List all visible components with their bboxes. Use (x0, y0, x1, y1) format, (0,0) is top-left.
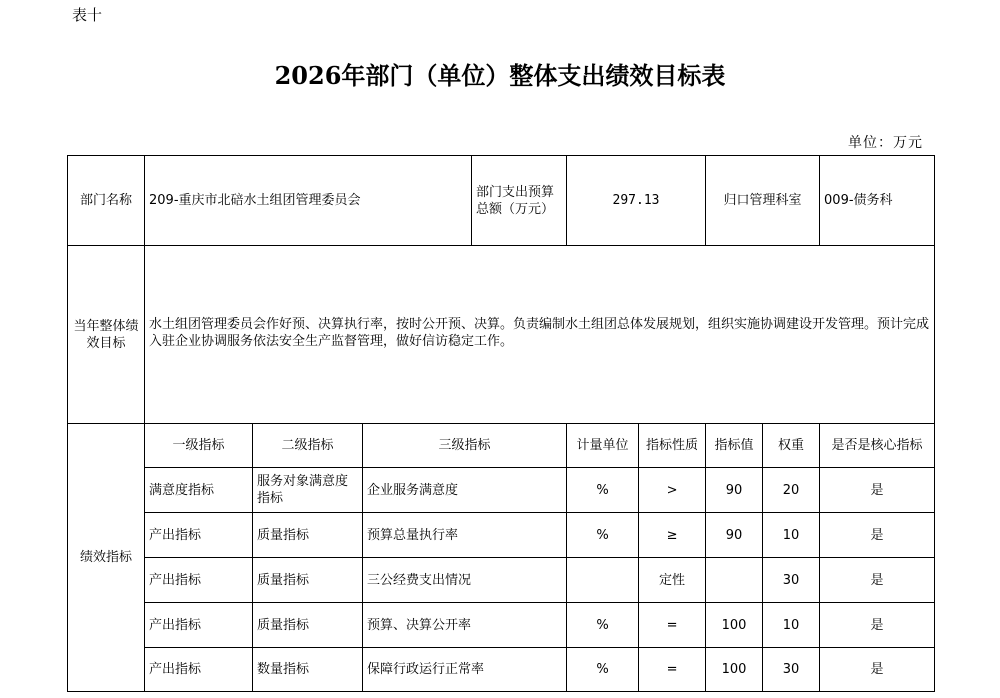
row-core: 是 (820, 648, 935, 692)
table-row (68, 513, 935, 558)
goal-label: 当年整体绩效目标 (68, 246, 145, 424)
row-level3: 三公经费支出情况 (363, 558, 567, 603)
dept-row (68, 156, 935, 246)
row-unit: % (567, 648, 639, 692)
table-row (68, 648, 935, 692)
header-level3: 三级指标 (363, 424, 567, 468)
office-label: 归口管理科室 (706, 156, 820, 246)
row-level1: 满意度指标 (145, 468, 253, 513)
table-row (68, 603, 935, 648)
header-nature: 指标性质 (639, 424, 706, 468)
row-nature: ≥ (639, 513, 706, 558)
row-weight: 20 (763, 468, 820, 513)
header-value: 指标值 (706, 424, 763, 468)
row-weight: 10 (763, 513, 820, 558)
row-core: 是 (820, 558, 935, 603)
row-nature: = (639, 648, 706, 692)
row-level1: 产出指标 (145, 648, 253, 692)
row-value: 90 (706, 468, 763, 513)
row-level2: 数量指标 (253, 648, 363, 692)
row-unit: % (567, 513, 639, 558)
row-weight: 10 (763, 603, 820, 648)
row-value: 100 (706, 603, 763, 648)
header-level2: 二级指标 (253, 424, 363, 468)
header-core: 是否是核心指标 (820, 424, 935, 468)
row-level1: 产出指标 (145, 558, 253, 603)
row-level2: 质量指标 (253, 558, 363, 603)
unit-label: 单位：万元 (848, 135, 923, 151)
budget-label: 部门支出预算总额（万元） (472, 156, 567, 246)
table-row (68, 468, 935, 513)
performance-table (67, 155, 935, 692)
goal-text: 水土组团管理委员会作好预、决算执行率，按时公开预、决算。负责编制水土组团总体发展规划，组织实施协调建设开发管理。预计完成入驻企业协调服务依法安全生产监督管理，做好信访稳定工作。 (145, 246, 935, 424)
table-tag: 表十 (72, 6, 103, 24)
row-nature: = (639, 603, 706, 648)
header-level1: 一级指标 (145, 424, 253, 468)
row-level1: 产出指标 (145, 603, 253, 648)
row-weight: 30 (763, 648, 820, 692)
dept-name-label: 部门名称 (68, 156, 145, 246)
row-nature: 定性 (639, 558, 706, 603)
header-weight: 权重 (763, 424, 820, 468)
row-level3: 企业服务满意度 (363, 468, 567, 513)
row-core: 是 (820, 603, 935, 648)
row-level1: 产出指标 (145, 513, 253, 558)
row-value (706, 558, 763, 603)
row-unit (567, 558, 639, 603)
indicator-header-row (68, 424, 935, 468)
header-unit: 计量单位 (567, 424, 639, 468)
row-unit: % (567, 468, 639, 513)
row-core: 是 (820, 513, 935, 558)
office-value: 009-债务科 (820, 156, 935, 246)
row-value: 90 (706, 513, 763, 558)
page-title: 2026年部门（单位）整体支出绩效目标表 (274, 61, 726, 90)
dept-name-value: 209-重庆市北碚水土组团管理委员会 (145, 156, 472, 246)
budget-value: 297.13 (567, 156, 706, 246)
table-row (68, 558, 935, 603)
row-value: 100 (706, 648, 763, 692)
goal-row (68, 246, 935, 424)
row-weight: 30 (763, 558, 820, 603)
row-level2: 质量指标 (253, 603, 363, 648)
indicators-label: 绩效指标 (68, 424, 145, 692)
row-level2: 质量指标 (253, 513, 363, 558)
row-level2: 服务对象满意度指标 (253, 468, 363, 513)
row-level3: 预算总量执行率 (363, 513, 567, 558)
row-core: 是 (820, 468, 935, 513)
row-level3: 保障行政运行正常率 (363, 648, 567, 692)
row-level3: 预算、决算公开率 (363, 603, 567, 648)
row-nature: > (639, 468, 706, 513)
row-unit: % (567, 603, 639, 648)
